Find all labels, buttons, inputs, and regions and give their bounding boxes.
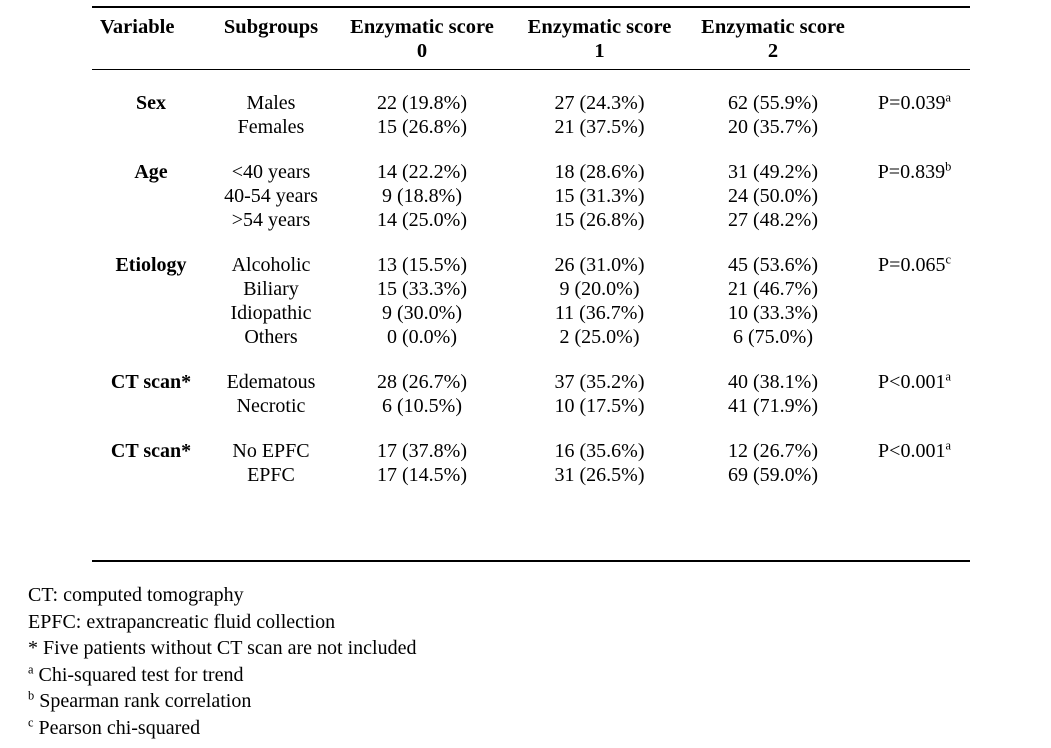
- row-pvalue-text: P<0.001: [878, 440, 946, 463]
- footnote-item: [28, 635, 928, 662]
- statistics-table-container: [92, 6, 970, 487]
- row-pvalue-text: P<0.001: [878, 371, 946, 394]
- row-variable: CT scan*: [110, 440, 192, 463]
- row-score-2: 45 (53.6%): [728, 254, 818, 277]
- row-variable: CT scan*: [110, 371, 192, 394]
- row-pvalue-text: P=0.039: [878, 92, 946, 115]
- row-pvalue: [859, 370, 970, 394]
- column-header-score-0-value: 0: [416, 40, 428, 63]
- row-pvalue: [859, 91, 970, 115]
- row-score-1: 26 (31.0%): [554, 254, 645, 277]
- row-score-1: 10 (17.5%): [554, 395, 645, 418]
- row-pvalue-superscript: a: [945, 90, 951, 105]
- row-score-2: 24 (50.0%): [728, 185, 818, 208]
- row-variable: [92, 115, 210, 139]
- row-score-0: 17 (14.5%): [377, 464, 467, 487]
- column-header-pvalue: [859, 7, 970, 70]
- column-header-score-1: [512, 7, 687, 70]
- row-score-0: 14 (25.0%): [377, 209, 467, 232]
- table-row: [92, 253, 970, 277]
- row-subgroup: <40 years: [231, 161, 311, 184]
- column-header-subgroups-label: Subgroups: [223, 16, 319, 38]
- row-score-1: 15 (26.8%): [554, 209, 645, 232]
- group-spacer: [92, 418, 970, 439]
- row-score-1: 16 (35.6%): [554, 440, 645, 463]
- table-row: [92, 208, 970, 232]
- footnote-item: [28, 688, 928, 715]
- row-score-0: 13 (15.5%): [377, 254, 467, 277]
- table-header-row: [92, 7, 970, 70]
- row-score-0: 14 (22.2%): [377, 161, 467, 184]
- row-score-1: 37 (35.2%): [554, 371, 645, 394]
- row-pvalue: [859, 253, 970, 277]
- row-pvalue-superscript: b: [945, 159, 952, 174]
- table-row: [92, 439, 970, 463]
- row-score-2: 6 (75.0%): [733, 326, 813, 349]
- row-subgroup: Alcoholic: [231, 254, 311, 277]
- row-subgroup: EPFC: [247, 464, 295, 487]
- row-subgroup: No EPFC: [232, 440, 310, 463]
- table-row: [92, 394, 970, 418]
- row-score-0: 0 (0.0%): [387, 326, 457, 349]
- row-score-2: 10 (33.3%): [728, 302, 818, 325]
- row-score-1: 15 (31.3%): [554, 185, 645, 208]
- footnotes: [28, 582, 928, 742]
- row-pvalue-superscript: a: [945, 438, 951, 453]
- row-subgroup: Edematous: [226, 371, 316, 394]
- row-score-0: 15 (26.8%): [377, 116, 467, 139]
- table-row: [92, 325, 970, 349]
- footnote-item: [28, 662, 928, 689]
- group-spacer: [92, 349, 970, 370]
- column-header-score-2-label: Enzymatic score: [701, 16, 845, 38]
- footnote-item: [28, 715, 928, 742]
- footnote-text: Spearman rank correlation: [39, 690, 252, 713]
- row-score-0: 9 (18.8%): [382, 185, 462, 208]
- row-variable: [92, 325, 210, 349]
- row-subgroup: Necrotic: [236, 395, 306, 418]
- footnote-item: [28, 582, 928, 609]
- row-score-2: 41 (71.9%): [728, 395, 818, 418]
- row-variable: [92, 208, 210, 232]
- row-subgroup: Others: [244, 326, 298, 349]
- column-header-variable-label: Variable: [100, 16, 175, 38]
- table-body: [92, 70, 970, 488]
- row-pvalue-text: P=0.065: [878, 254, 946, 277]
- footnote-text: Pearson chi-squared: [38, 716, 201, 739]
- footnote-text: Chi-squared test for trend: [38, 663, 244, 686]
- column-header-variable: [92, 7, 210, 70]
- column-header-score-1-value: 1: [594, 40, 605, 63]
- row-pvalue: [859, 160, 970, 184]
- row-pvalue: [859, 301, 970, 325]
- row-pvalue: [859, 394, 970, 418]
- row-variable: [92, 301, 210, 325]
- footnote-text: * Five patients without CT scan are not included: [28, 637, 417, 660]
- column-header-score-1-label: Enzymatic score: [527, 16, 672, 38]
- row-pvalue-superscript: a: [945, 369, 951, 384]
- table-row: [92, 463, 970, 487]
- row-pvalue: [859, 439, 970, 463]
- row-score-2: 12 (26.7%): [728, 440, 818, 463]
- row-variable: [92, 463, 210, 487]
- table-header: [92, 7, 970, 70]
- row-pvalue-superscript: c: [945, 252, 951, 267]
- row-score-1: 9 (20.0%): [559, 278, 640, 301]
- table-row: [92, 277, 970, 301]
- row-variable: Etiology: [115, 254, 187, 277]
- row-score-2: 62 (55.9%): [728, 92, 818, 115]
- statistics-table: [92, 6, 970, 487]
- row-score-0: 6 (10.5%): [382, 395, 462, 418]
- row-score-0: 17 (37.8%): [377, 440, 467, 463]
- row-score-0: 28 (26.7%): [377, 371, 467, 394]
- row-score-1: 31 (26.5%): [554, 464, 645, 487]
- row-variable: Sex: [136, 92, 166, 115]
- row-score-1: 2 (25.0%): [559, 326, 640, 349]
- group-spacer: [92, 232, 970, 253]
- row-pvalue: [859, 115, 970, 139]
- row-score-1: 27 (24.3%): [554, 92, 645, 115]
- row-score-1: 11 (36.7%): [554, 302, 645, 325]
- row-score-0: 9 (30.0%): [382, 302, 462, 325]
- row-score-2: 69 (59.0%): [728, 464, 818, 487]
- row-pvalue: [859, 463, 970, 487]
- row-score-0: 22 (19.8%): [377, 92, 467, 115]
- column-header-score-2-value: 2: [767, 40, 779, 63]
- row-score-1: 21 (37.5%): [554, 116, 645, 139]
- column-header-subgroups: [210, 7, 332, 70]
- group-spacer: [92, 139, 970, 160]
- row-score-2: 21 (46.7%): [728, 278, 818, 301]
- table-row: [92, 301, 970, 325]
- row-subgroup: Idiopathic: [230, 302, 312, 325]
- row-subgroup: Females: [237, 116, 305, 139]
- row-score-1: 18 (28.6%): [554, 161, 645, 184]
- footnote-item: [28, 609, 928, 636]
- row-subgroup: >54 years: [231, 209, 311, 232]
- table-row: [92, 184, 970, 208]
- row-subgroup: Males: [246, 92, 296, 115]
- footnote-text: CT: computed tomography: [28, 584, 244, 606]
- footnote-text: EPFC: extrapancreatic fluid collection: [28, 610, 336, 633]
- row-score-2: 31 (49.2%): [728, 161, 818, 184]
- column-header-score-2: [687, 7, 859, 70]
- row-pvalue: [859, 208, 970, 232]
- footnote-superscript: c: [28, 715, 34, 730]
- table-bottom-rule: [92, 560, 970, 562]
- row-subgroup: Biliary: [243, 278, 299, 301]
- column-header-score-0-label: Enzymatic score: [350, 16, 494, 38]
- row-variable: [92, 394, 210, 418]
- row-pvalue: [859, 277, 970, 301]
- column-header-score-0: [332, 7, 512, 70]
- table-row: [92, 91, 970, 115]
- table-row: [92, 370, 970, 394]
- row-pvalue: [859, 184, 970, 208]
- footnote-superscript: b: [28, 688, 35, 703]
- row-score-2: 27 (48.2%): [728, 209, 818, 232]
- row-pvalue-text: P=0.839: [877, 161, 946, 184]
- row-score-2: 40 (38.1%): [728, 371, 818, 394]
- row-variable: [92, 184, 210, 208]
- row-score-2: 20 (35.7%): [728, 116, 818, 139]
- table-row: [92, 160, 970, 184]
- row-variable: Age: [134, 161, 168, 184]
- table-row: [92, 115, 970, 139]
- row-score-0: 15 (33.3%): [377, 278, 467, 301]
- row-variable: [92, 277, 210, 301]
- row-pvalue: [859, 325, 970, 349]
- group-spacer: [92, 70, 970, 92]
- footnote-superscript: a: [28, 662, 34, 677]
- row-subgroup: 40-54 years: [224, 185, 318, 208]
